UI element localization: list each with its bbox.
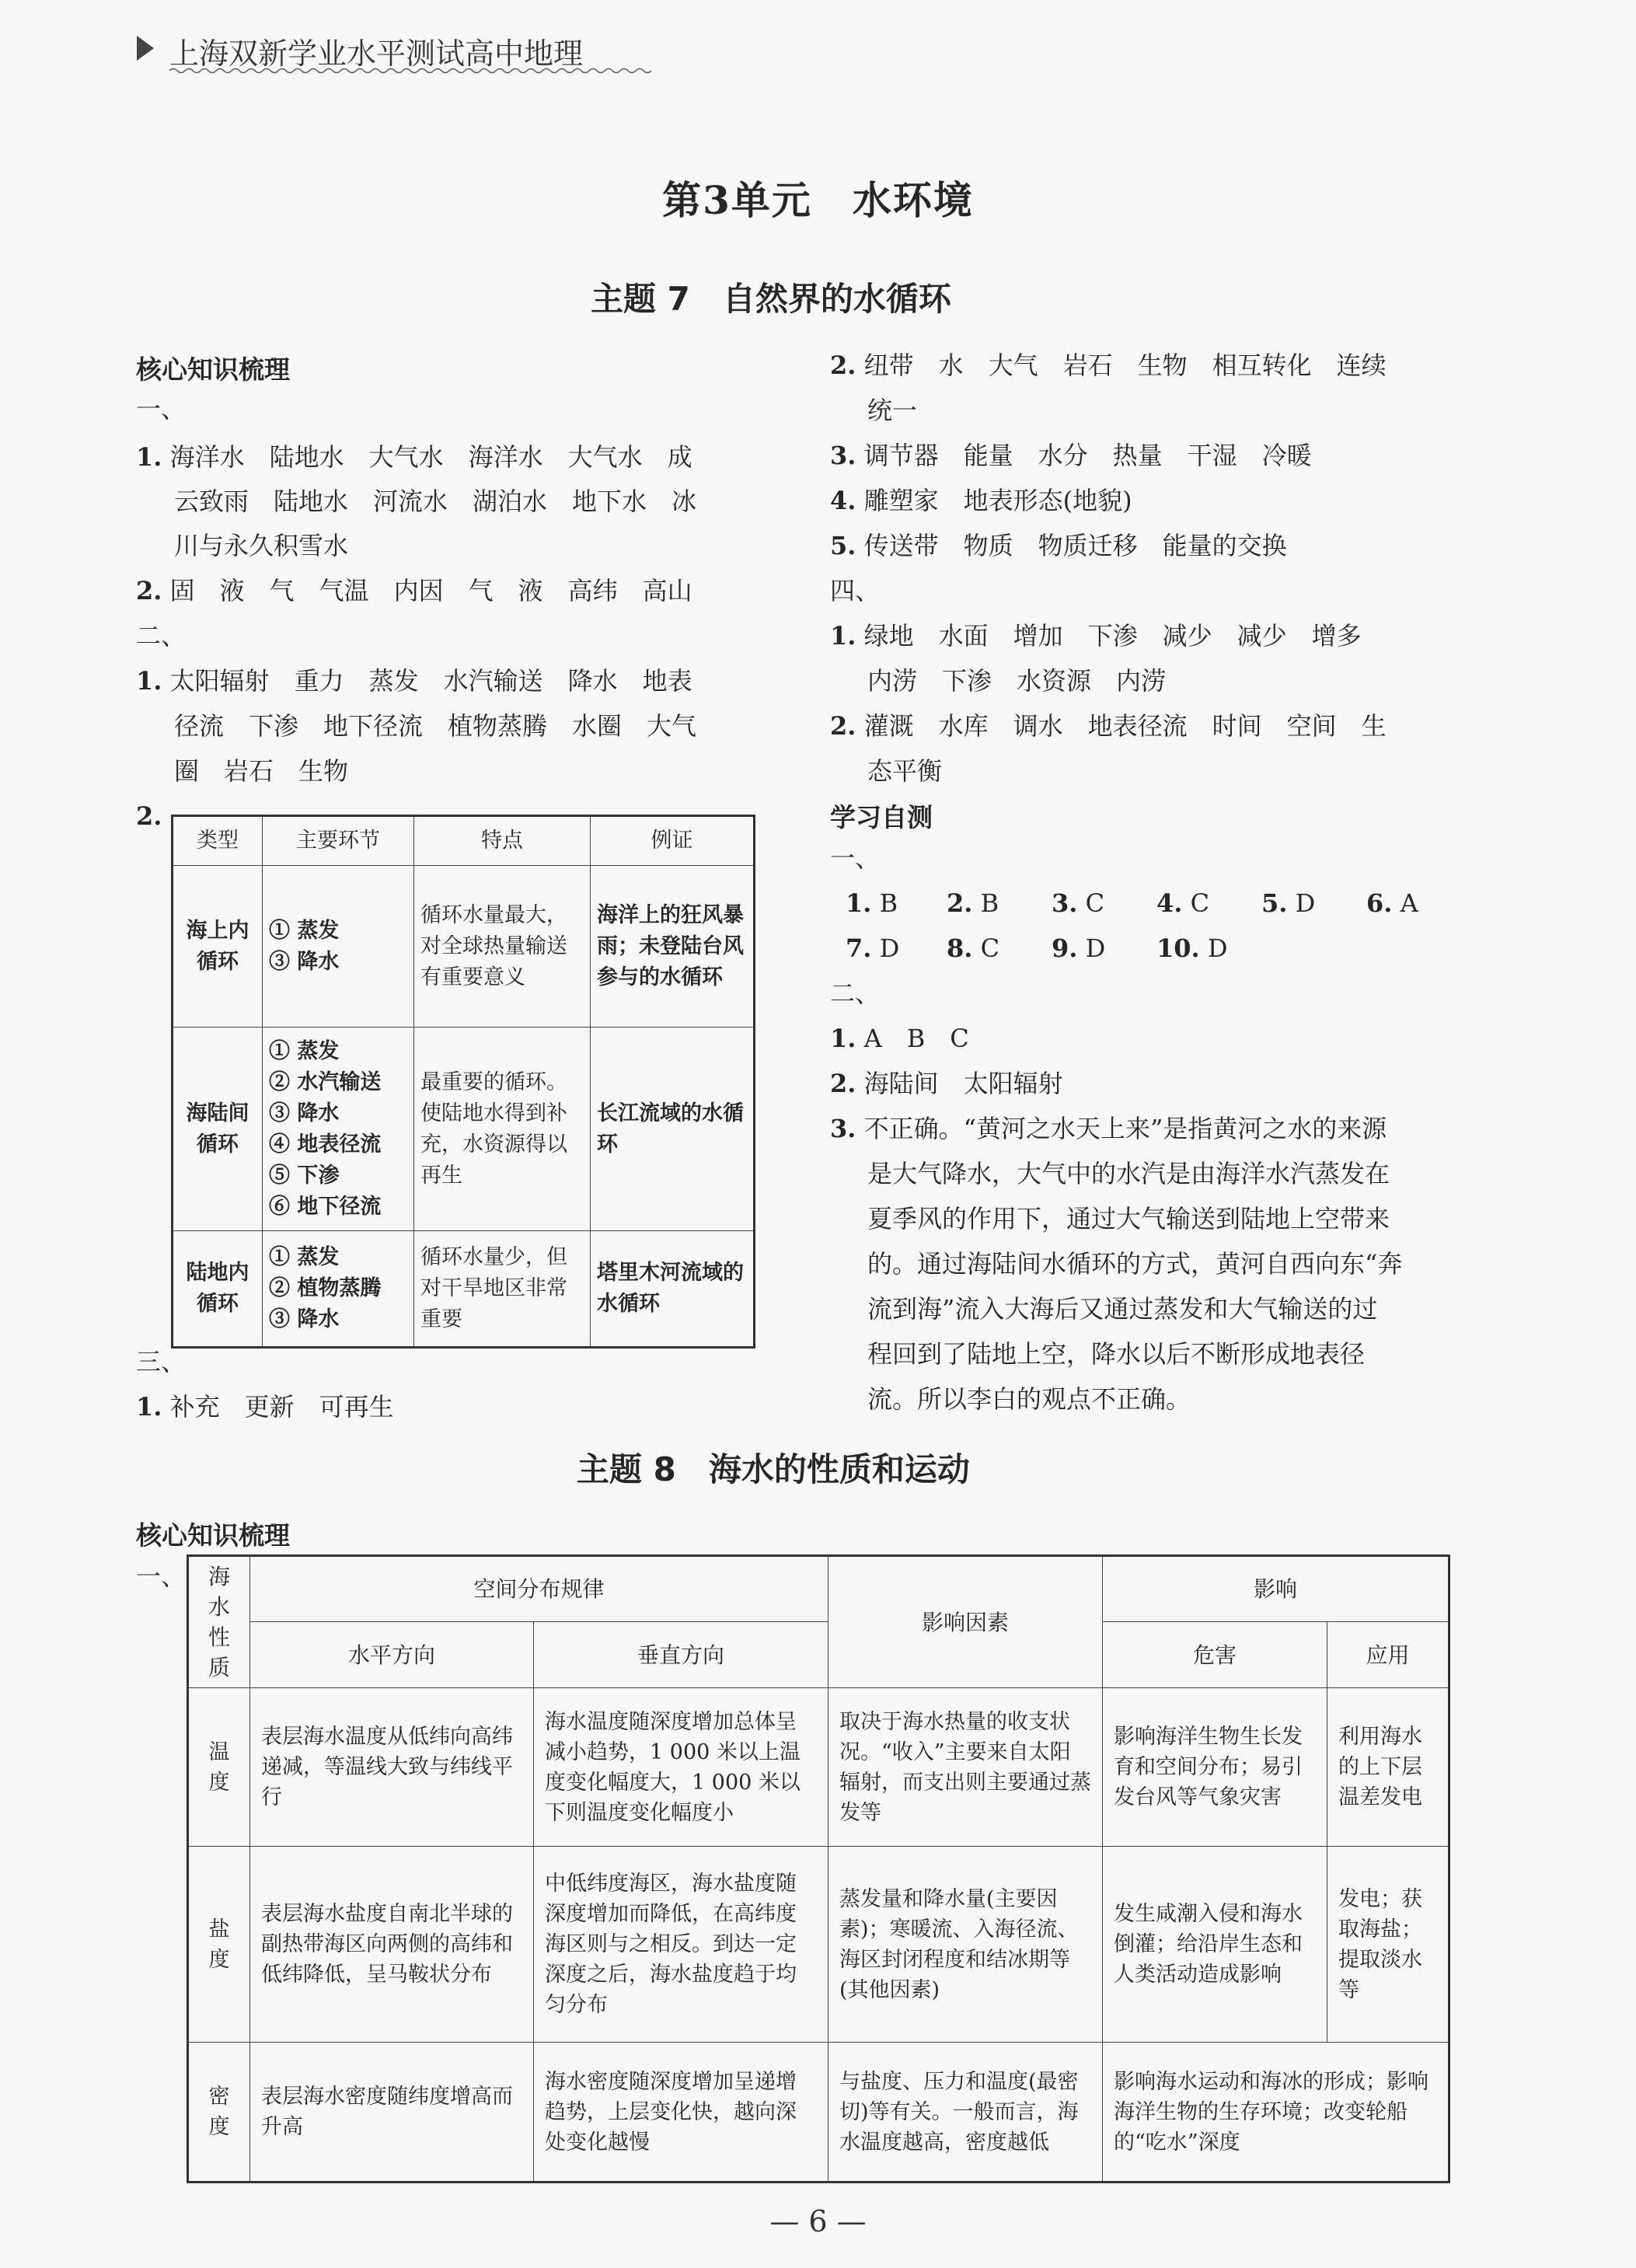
harm: 影响海洋生物生长发育和空间分布；易引发台风等气象灾害 (1103, 1688, 1327, 1847)
header-arrow-icon (137, 36, 154, 61)
section-core-knowledge: 核心知识梳理 (136, 354, 290, 385)
application: 发电；获取海盐；提取淡水等 (1327, 1847, 1449, 2043)
section-core-knowledge-2: 核心知识梳理 (136, 1520, 290, 1551)
page-number: — 6 — (769, 2204, 867, 2238)
vertical-rule: 中低纬度海区，海水盐度随深度增加而降低，在高纬度海区则与之相反。到达一定深度之后，海水盐度趋于均匀分布 (534, 1847, 828, 2043)
mc-answers-row1: 1. B 2. B 3. C 4. C 5. D 6. A (846, 888, 1418, 918)
cycle-feature: 循环水量最大，对全球热量输送有重要意义 (414, 866, 591, 1028)
vertical-rule: 海水温度随深度增加总体呈减小趋势，1 000 米以上温度变化幅度大，1 000 米以下则温度变化幅度小 (534, 1688, 828, 1847)
answer-line: 1. 补充 更新 可再生 (136, 1392, 394, 1422)
running-header: 上海双新学业水平测试高中地理 (169, 37, 584, 71)
heading-t8-1: 一、 (136, 1561, 187, 1591)
answer-line: 态平衡 (867, 756, 943, 786)
answer-line: 统一 (867, 396, 918, 425)
answer-line: 的。通过海陆间水循环的方式，黄河自西向东“奔 (867, 1249, 1403, 1279)
table-header: 主要环节 (263, 816, 414, 866)
answer-line: 2. 纽带 水 大气 岩石 生物 相互转化 连续 (830, 351, 1387, 380)
cycle-type: 陆地内循环 (173, 1231, 263, 1348)
influence-factor: 蒸发量和降水量(主要因素)；寒暖流、入海径流、海区封闭程度和结冰期等(其他因素) (828, 1847, 1103, 2043)
seawater-properties-table (187, 1554, 1450, 2183)
answer-line: 川与永久积雪水 (174, 531, 349, 560)
heading-2: 二、 (136, 621, 187, 651)
header-wave-rule (169, 67, 651, 75)
answer-line: 是大气降水，大气中的水汽是由海洋水汽蒸发在 (867, 1159, 1390, 1188)
horizontal-rule: 表层海水温度从低纬向高纬递减，等温线大致与纬线平行 (250, 1688, 534, 1847)
answer-line: 2. 固 液 气 气温 内因 气 液 高纬 高山 (136, 576, 692, 605)
answer-line: 4. 雕塑家 地表形态(地貌) (830, 486, 1132, 515)
answer-line: 3. 调节器 能量 水分 热量 干湿 冷暖 (830, 441, 1312, 470)
table-header: 特点 (414, 816, 591, 866)
cycle-example: 长江流域的水循环 (591, 1028, 755, 1231)
table-header: 类型 (173, 816, 263, 866)
horizontal-rule: 表层海水密度随纬度增高而升高 (250, 2043, 534, 2183)
water-cycle-table (171, 815, 755, 1349)
table-header: 水平方向 (250, 1622, 534, 1688)
answer-line: 1. A B C (830, 1024, 969, 1053)
answer-line: 2. 海陆间 太阳辐射 (830, 1069, 1063, 1098)
heading-4: 四、 (830, 576, 881, 605)
answer-line: 程回到了陆地上空，降水以后不断形成地表径 (867, 1339, 1366, 1369)
table-header: 垂直方向 (534, 1622, 828, 1688)
impact-merged: 影响海水运动和海冰的形成；影响海洋生物的生存环境；改变轮船的“吃水”深度 (1103, 2043, 1449, 2183)
application: 利用海水的上下层温差发电 (1327, 1688, 1449, 1847)
answer-line: 1. 绿地 水面 增加 下渗 减少 减少 增多 (830, 621, 1362, 651)
horizontal-rule: 表层海水盐度自南北半球的副热带海区向两侧的高纬和低纬降低，呈马鞍状分布 (250, 1847, 534, 2043)
table-header: 影响 (1103, 1556, 1449, 1622)
vertical-rule: 海水密度随深度增加呈递增趋势，上层变化快，越向深处变化越慢 (534, 2043, 828, 2183)
answer-line: 1. 太阳辐射 重力 蒸发 水汽输送 降水 地表 (136, 666, 692, 696)
mc-answers-row2: 7. D 8. C 9. D 10. D (846, 933, 1228, 963)
table-header: 海水性质 (188, 1556, 250, 1688)
table-header: 影响因素 (828, 1556, 1103, 1688)
unit-title: 第3单元 水环境 (662, 177, 974, 223)
section-self-test: 学习自测 (830, 802, 933, 832)
heading-1: 一、 (136, 394, 187, 424)
cycle-type: 海上内循环 (173, 866, 263, 1028)
heading-3: 三、 (136, 1347, 187, 1377)
topic7-title: 主题 7 自然界的水循环 (591, 280, 951, 318)
answer-line: 3. 不正确。“黄河之水天上来”是指黄河之水的来源 (830, 1114, 1387, 1143)
heading-5: 一、 (830, 843, 881, 873)
cycle-feature: 循环水量少，但对干旱地区非常重要 (414, 1231, 591, 1348)
table-header: 应用 (1327, 1622, 1449, 1688)
influence-factor: 与盐度、压力和温度(最密切)等有关。一般而言，海水温度越高，密度越低 (828, 2043, 1103, 2183)
answer-line: 5. 传送带 物质 物质迁移 能量的交换 (830, 531, 1287, 560)
answer-line: 流。所以李白的观点不正确。 (867, 1384, 1191, 1414)
answer-line: 径流 下渗 地下径流 植物蒸腾 水圈 大气 (174, 711, 697, 741)
answer-line: 夏季风的作用下，通过大气输送到陆地上空带来 (867, 1204, 1390, 1233)
influence-factor: 取决于海水热量的收支状况。“收入”主要来自太阳辐射，而支出则主要通过蒸发等 (828, 1688, 1103, 1847)
answer-line: 1. 海洋水 陆地水 大气水 海洋水 大气水 成 (136, 442, 692, 472)
property-name: 盐度 (188, 1847, 250, 2043)
answer-line: 2. 灌溉 水库 调水 地表径流 时间 空间 生 (830, 711, 1387, 741)
table-header: 空间分布规律 (250, 1556, 828, 1622)
cycle-steps: ① 蒸发 ② 水汽输送 ③ 降水 ④ 地表径流 ⑤ 下渗 ⑥ 地下径流 (263, 1028, 414, 1231)
cycle-example: 塔里木河流域的水循环 (591, 1231, 755, 1348)
answer-number: 2. (136, 801, 162, 831)
answer-line: 云致雨 陆地水 河流水 湖泊水 地下水 冰 (174, 487, 697, 516)
cycle-feature: 最重要的循环。使陆地水得到补充，水资源得以再生 (414, 1028, 591, 1231)
table-header: 例证 (591, 816, 755, 866)
answer-line: 流到海”流入大海后又通过蒸发和大气输送的过 (867, 1294, 1378, 1324)
cycle-example: 海洋上的狂风暴雨；未登陆台风参与的水循环 (591, 866, 755, 1028)
heading-6: 二、 (830, 979, 881, 1008)
property-name: 温度 (188, 1688, 250, 1847)
property-name: 密度 (188, 2043, 250, 2183)
topic8-title: 主题 8 海水的性质和运动 (577, 1450, 970, 1488)
answer-line: 圈 岩石 生物 (174, 756, 349, 786)
harm: 发生咸潮入侵和海水倒灌；给沿岸生态和人类活动造成影响 (1103, 1847, 1327, 2043)
cycle-type: 海陆间循环 (173, 1028, 263, 1231)
cycle-steps: ① 蒸发 ③ 降水 (263, 866, 414, 1028)
table-header: 危害 (1103, 1622, 1327, 1688)
answer-line: 内涝 下渗 水资源 内涝 (867, 666, 1167, 696)
cycle-steps: ① 蒸发 ② 植物蒸腾 ③ 降水 (263, 1231, 414, 1348)
